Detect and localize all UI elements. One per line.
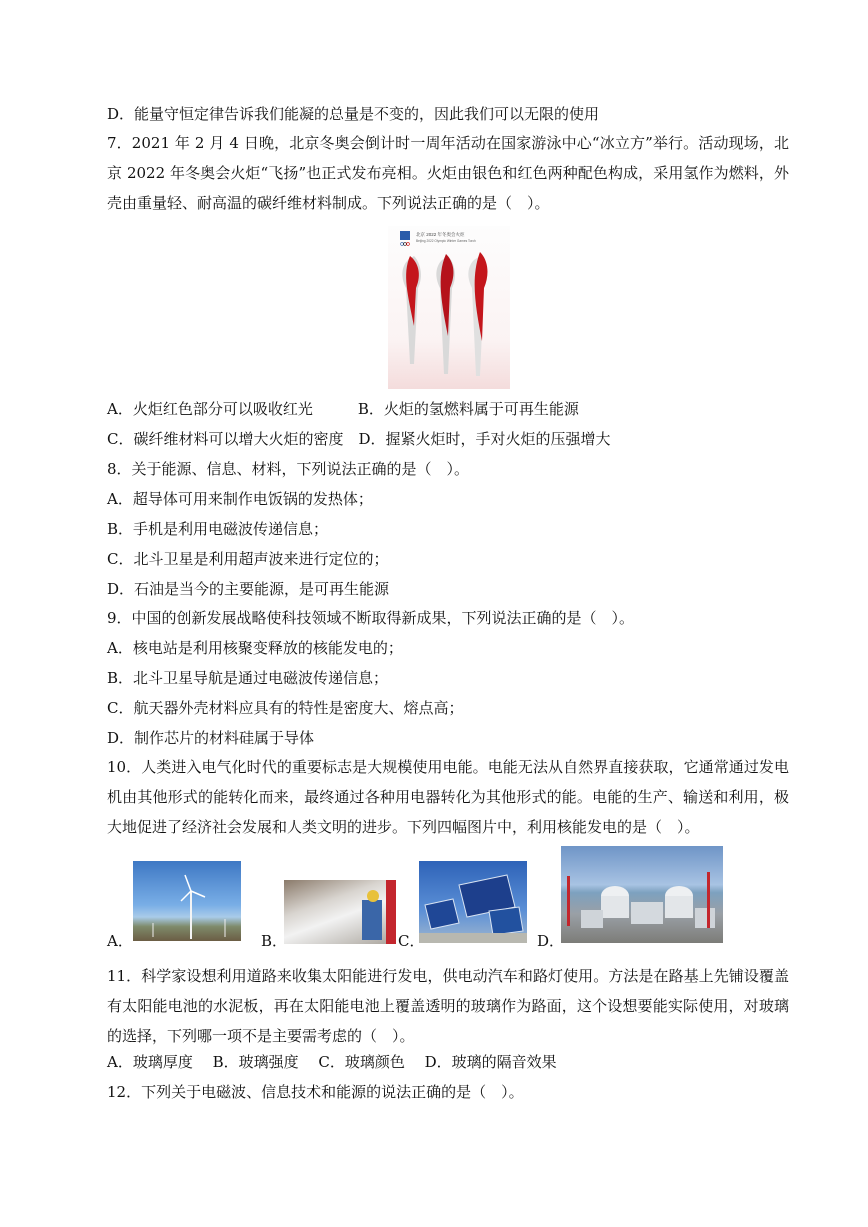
- nuclear-plant-image: [561, 846, 723, 943]
- q9-option-c: C．航天器外壳材料应具有的特性是密度大、熔点高；: [107, 699, 464, 717]
- q7-options-ab: A．火炬红色部分可以吸收红光 B．火炬的氢燃料属于可再生能源: [107, 400, 579, 418]
- q6-option-d: D．能量守恒定律告诉我们能凝的总量是不变的，因此我们可以无限的使用: [107, 105, 600, 123]
- q11-stem: 11．科学家设想利用道路来收集太阳能进行发电，供电动汽车和路灯使用。方法是在路基上先铺设覆盖有太阳能电池的水泥板，再在太阳能电池上覆盖透明的玻璃作为路面，这个设想要能实际使用，对玻璃的选择，下列哪一项不是主要需考虑的（ ）。: [107, 967, 789, 1045]
- hydro-dam-image: [284, 880, 396, 944]
- wind-turbine-image: [133, 861, 241, 941]
- olympic-emblem-icon: [400, 231, 410, 245]
- q11-options: A．玻璃厚度 B．玻璃强度 C．玻璃颜色 D．玻璃的隔音效果: [107, 1053, 557, 1071]
- q8-option-a: A．超导体可用来制作电饭锅的发热体；: [107, 490, 373, 508]
- q8-option-d: D．石油是当今的主要能源，是可再生能源: [107, 580, 390, 598]
- q7-stem: 7．2021 年 2 月 4 日晚，北京冬奥会倒计时一周年活动在国家游泳中心“冰立方”举行。活动现场，北京 2022 年冬奥会火炬“飞扬”也正式发布亮相。火炬由银色和红色两种配色构成，采用氢作为燃料，外壳由重量轻、耐高温的碳纤维材料制成。下列说法正确的是（ ）。: [107, 134, 789, 212]
- q7-options-cd: C．碳纤维材料可以增大火炬的密度 D．握紧火炬时，手对火炬的压强增大: [107, 430, 611, 448]
- q10-label-d: D．: [537, 932, 565, 950]
- q9-option-b: B．北斗卫星导航是通过电磁波传递信息；: [107, 669, 389, 687]
- q10-label-a: A．: [107, 932, 133, 950]
- q8-stem: 8．关于能源、信息、材料，下列说法正确的是（ ）。: [107, 460, 470, 478]
- q9-option-d: D．制作芯片的材料硅属于导体: [107, 729, 315, 747]
- poster-caption-en: Beijing 2022 Olympic Winter Games Torch: [416, 239, 476, 243]
- q12-stem: 12．下列关于电磁波、信息技术和能源的说法正确的是（ ）。: [107, 1083, 524, 1101]
- q10-label-b: B．: [261, 932, 288, 950]
- q10-stem: 10．人类进入电气化时代的重要标志是大规模使用电能。电能无法从自然界直接获取，它通常通过发电机由其他形式的能转化而来，最终通过各种用电器转化为其他形式的能。电能的生产、输送和利用，极大地促进了经济社会发展和人类文明的进步。下列四幅图片中，利用核能发电的是（ ）。: [107, 758, 789, 836]
- poster-caption-cn: 北京 2022 年冬奥会火炬: [416, 232, 465, 237]
- solar-panels-image: [419, 861, 527, 943]
- q10-label-c: C．: [398, 932, 425, 950]
- q8-option-b: B．手机是利用电磁波传递信息；: [107, 520, 329, 538]
- torch-poster-image: [388, 226, 510, 389]
- q9-stem: 9．中国的创新发展战略使科技领域不断取得新成果，下列说法正确的是（ ）。: [107, 609, 635, 627]
- q9-option-a: A．核电站是利用核聚变释放的核能发电的；: [107, 639, 403, 657]
- q8-option-c: C．北斗卫星是利用超声波来进行定位的；: [107, 550, 389, 568]
